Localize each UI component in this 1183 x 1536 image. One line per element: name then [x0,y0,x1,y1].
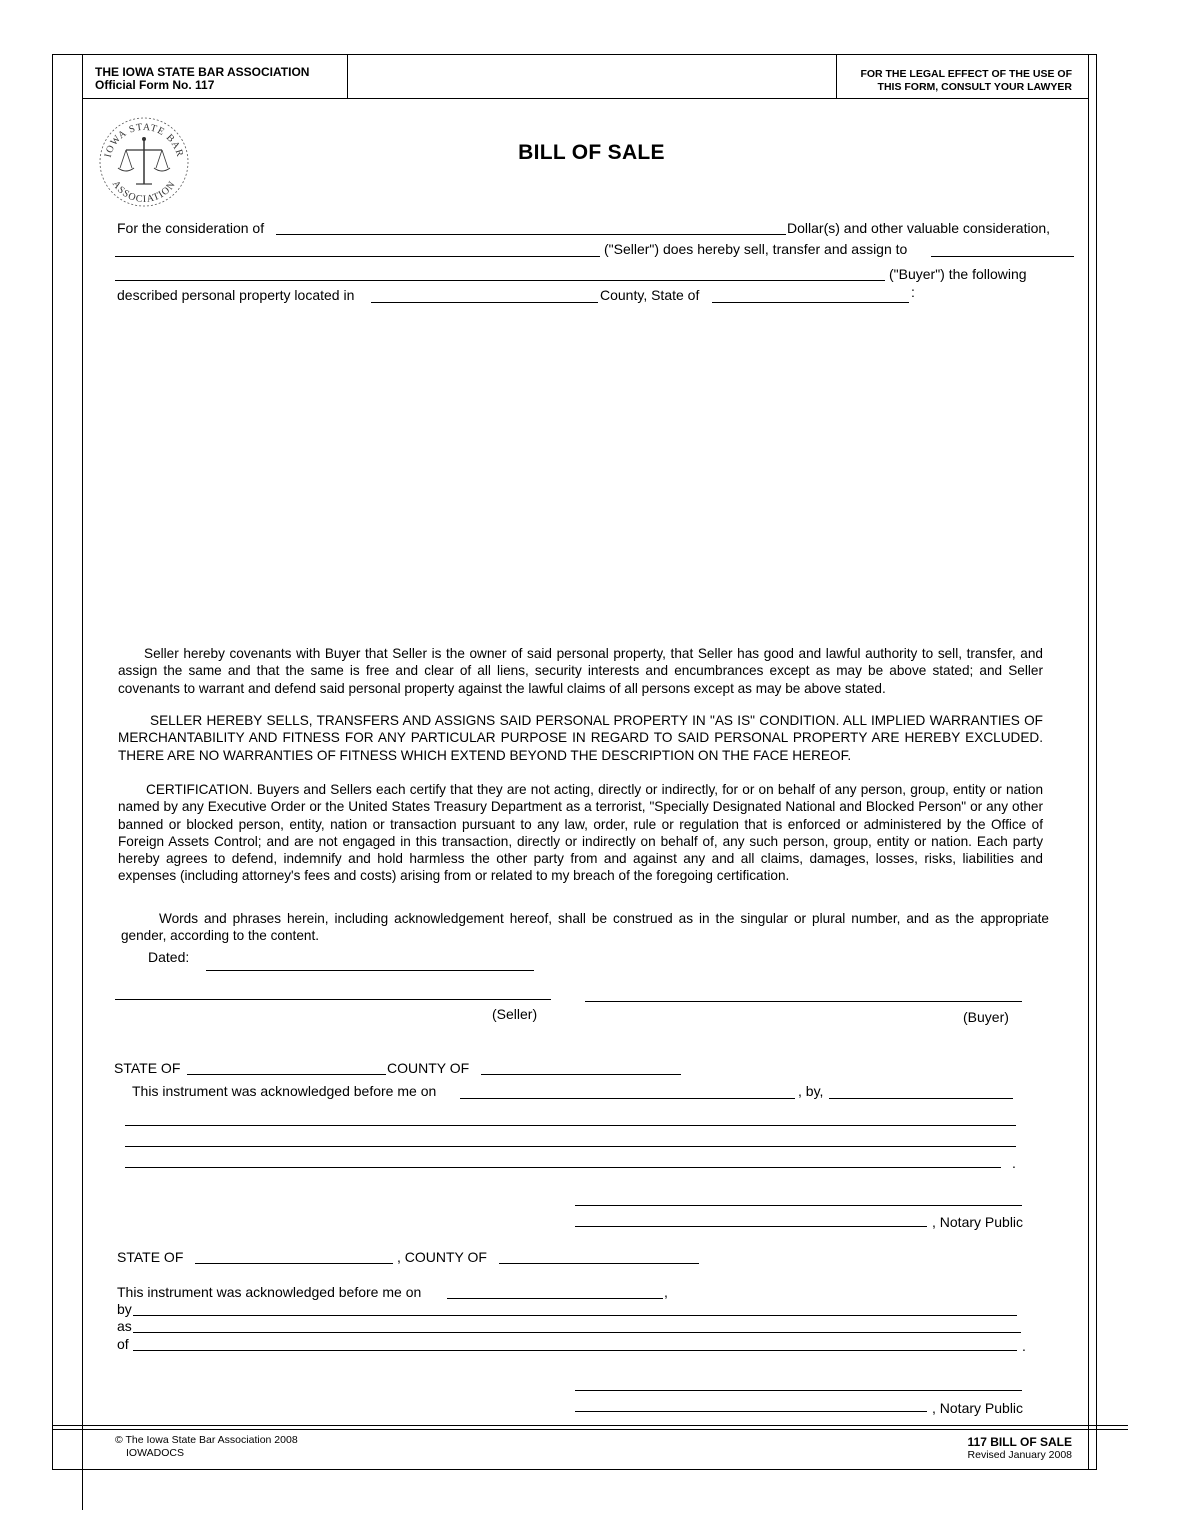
seller-signature-label: (Seller) [492,1006,538,1022]
ack2-notary-signature-field[interactable] [575,1390,1022,1391]
header-legal-notice-1: FOR THE LEGAL EFFECT OF THE USE OF [860,68,1072,80]
ack1-by-label: , by, [798,1083,824,1099]
consideration-suffix: Dollar(s) and other valuable consideration, [787,220,1051,236]
covenant-text: Seller hereby covenants with Buyer that Seller is the owner of said personal property, that Seller has good and lawful authority to sell, transfer, and assign the same and that the same is free and clear of all liens, security interests and encumbrances except as may be above stated; and Seller covenants to warrant and defend said personal property against the lawful claims of all persons except as may be above stated. [118,646,1043,696]
covenant-paragraph [118,645,1043,697]
ack1-by-field[interactable] [829,1098,1013,1099]
frame-bottom [52,1469,1097,1470]
ack2-of-field[interactable] [133,1350,1017,1351]
dated-field[interactable] [206,970,534,971]
county-field[interactable] [371,302,598,303]
buyer-name-field-1[interactable] [931,256,1074,257]
ack2-as-field[interactable] [133,1332,1021,1333]
frame-footer-top-1 [52,1425,1128,1426]
ack2-comma: , [664,1284,668,1300]
frame-left-outer [52,54,53,1470]
county-state-label: County, State of [600,287,700,303]
ack1-state-label: STATE OF [114,1060,181,1076]
footer-iowadocs: IOWADOCS [126,1447,184,1459]
ack2-period: . [1022,1338,1026,1354]
ack1-notary-name-field[interactable] [575,1226,927,1227]
buyer-clause: ("Buyer") the following [889,266,1027,282]
ack2-notary-label: , Notary Public [932,1400,1024,1416]
buyer-name-field-2[interactable] [115,280,885,281]
seller-name-field[interactable] [115,256,600,257]
ack2-as-label: as [117,1318,132,1334]
ack2-notary-name-field[interactable] [575,1411,927,1412]
location-prefix: described personal property located in [117,287,355,303]
footer-form-title: 117 BILL OF SALE [967,1435,1072,1449]
ack1-notary-label: , Notary Public [932,1214,1024,1230]
ack2-county-field[interactable] [499,1263,699,1264]
frame-top [52,54,1097,55]
certification-paragraph [118,781,1043,885]
seller-clause: ("Seller") does hereby sell, transfer and assign to [604,241,908,257]
frame-footer-top-2 [52,1429,1128,1430]
ack1-state-field[interactable] [187,1074,386,1075]
seller-signature-field[interactable] [115,999,551,1000]
frame-left-inner [82,54,83,1510]
svg-text:IOWA STATE BAR: IOWA STATE BAR [102,121,186,159]
words-text: Words and phrases herein, including acknowledgement hereof, shall be construed as in the singular or plural number, and as the appropriate gender, according to the content. [121,911,1049,944]
dated-label: Dated: [148,949,190,965]
header-divider-left [347,54,348,98]
ack1-names-field-1[interactable] [125,1125,1016,1126]
ack2-instrument-text: This instrument was acknowledged before me on [117,1284,422,1300]
ack1-instrument-text: This instrument was acknowledged before me on [132,1083,437,1099]
ack2-state-label: STATE OF [117,1249,184,1265]
words-paragraph [121,910,1049,945]
footer-revised: Revised January 2008 [967,1449,1072,1461]
consideration-amount-field[interactable] [276,234,786,235]
buyer-signature-field[interactable] [585,1001,1022,1002]
state-field[interactable] [712,302,909,303]
ack1-names-field-3[interactable] [125,1167,1001,1168]
ack1-county-label: COUNTY OF [387,1060,470,1076]
frame-right-outer [1096,54,1097,1470]
ack1-notary-signature-field[interactable] [575,1205,1022,1206]
consideration-prefix: For the consideration of [117,220,265,236]
document-title: BILL OF SALE [518,141,665,164]
location-colon: : [911,284,915,300]
as-is-paragraph [118,712,1043,764]
header-form-number: Official Form No. 117 [95,78,215,92]
header-divider-right [836,54,837,98]
ack2-by-label: by [117,1301,132,1317]
ack2-of-label: of [117,1336,129,1352]
frame-right-inner [1088,54,1089,1470]
certification-text: CERTIFICATION. Buyers and Sellers each certify that they are not acting, directly or indirectly, for or on behalf of any person, group, entity or nation named by any Executive Order or the United States Treasury Department as a terrorist, "Specially Designated National and Blocked Person" or any other banned or blocked person, entity, nation or transaction pursuant to any law, order, rule or regulation that is enforced or administered by the Office of Foreign Assets Control; and are not engaged in this transaction, directly or indirectly on behalf of, any such person, group, entity or nation. Each party hereby agrees to defend, indemnify and hold harmless the other party from and against any and all claims, damages, losses, risks, liabilities and expenses (including attorney's fees and costs) arising from or related to my breach of the foregoing certification. [118,782,1043,884]
ack2-by-field[interactable] [133,1315,1017,1316]
ack2-county-label: , COUNTY OF [397,1249,487,1265]
svg-text:ASSOCIATION: ASSOCIATION [109,178,179,206]
as-is-text: SELLER HEREBY SELLS, TRANSFERS AND ASSIGNS SAID PERSONAL PROPERTY IN "AS IS" CONDITION. ALL IMPLIED WARRANTIES OF MERCHANTABILITY AND FITNESS FOR ANY PARTICULAR PURPOSE IN REGARD TO SAID PERSONAL PROPERTY ARE HEREBY EXCLUDED. THERE ARE NO WARRANTIES OF FITNESS WHICH EXTEND BEYOND THE DESCRIPTION ON THE FACE HEREOF. [118,713,1043,763]
frame-header-bottom [82,98,1089,99]
ack1-period: . [1012,1155,1016,1171]
ack1-date-field[interactable] [460,1098,795,1099]
buyer-signature-label: (Buyer) [963,1009,1009,1025]
footer-copyright: © The Iowa State Bar Association 2008 [115,1434,298,1446]
ack1-names-field-2[interactable] [125,1146,1016,1147]
header-org-name: THE IOWA STATE BAR ASSOCIATION [95,65,310,79]
ack2-date-field[interactable] [447,1298,663,1299]
ack2-state-field[interactable] [195,1263,393,1264]
header-legal-notice-2: THIS FORM, CONSULT YOUR LAWYER [877,81,1072,93]
ack1-county-field[interactable] [481,1074,681,1075]
property-description-area[interactable] [117,312,1052,632]
